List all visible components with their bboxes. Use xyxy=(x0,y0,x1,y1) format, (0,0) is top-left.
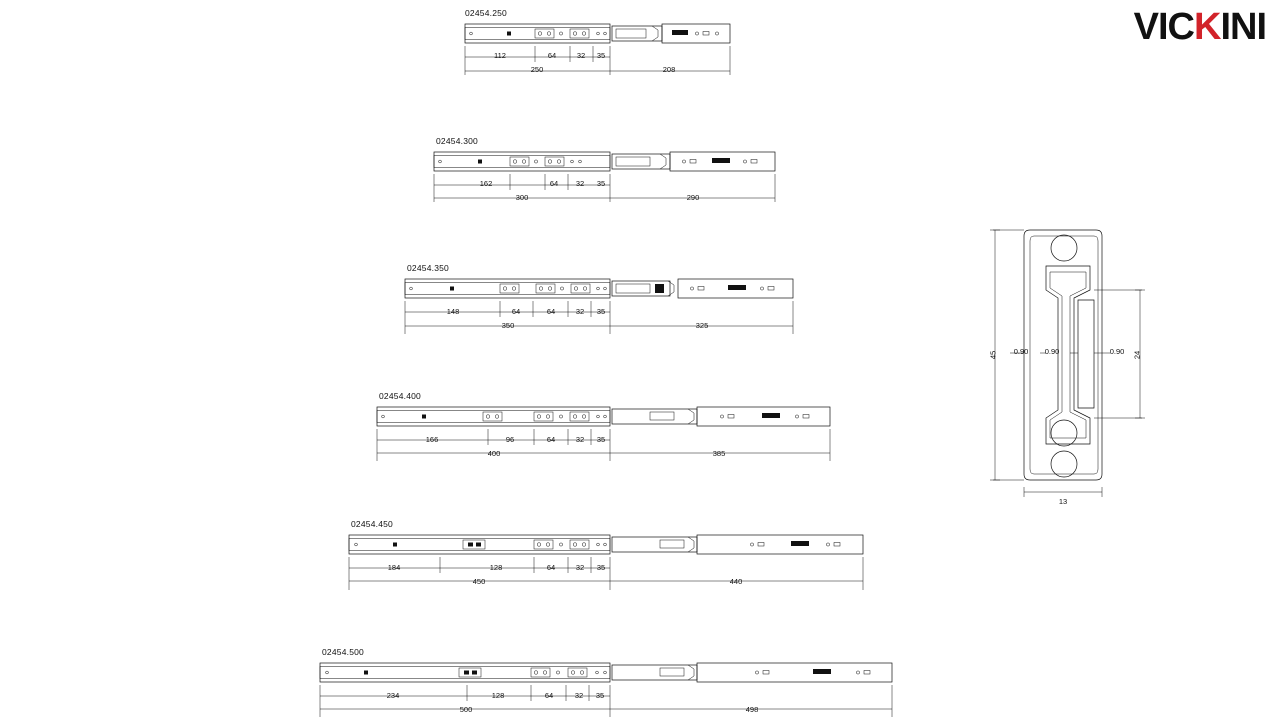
dim-2-a: 162 xyxy=(479,179,493,188)
dim-2-d: 35 xyxy=(596,179,606,188)
total-len-4: 400 xyxy=(487,449,501,458)
part-code-6: 02454.500 xyxy=(322,647,364,657)
thickness-mid: 0.90 xyxy=(1044,347,1060,356)
total-len-2: 300 xyxy=(515,193,529,202)
dim-3-b: 64 xyxy=(511,307,521,316)
total-len-6: 500 xyxy=(459,705,473,714)
dim-5-b: 128 xyxy=(489,563,503,572)
dim-5-c: 64 xyxy=(546,563,556,572)
slide-graphic-02454-400 xyxy=(377,407,830,461)
dim-4-c: 64 xyxy=(546,435,556,444)
dim-6-c: 64 xyxy=(544,691,554,700)
section-width: 13 xyxy=(1058,497,1068,506)
inner-len-4: 385 xyxy=(712,449,726,458)
dim-6-b: 128 xyxy=(491,691,505,700)
dim-5-e: 35 xyxy=(596,563,606,572)
dim-4-a: 166 xyxy=(425,435,439,444)
dim-4-d: 32 xyxy=(575,435,585,444)
section-inner-height: 24 xyxy=(1132,350,1142,360)
dim-4-b: 96 xyxy=(505,435,515,444)
dim-3-d: 32 xyxy=(575,307,585,316)
part-code-3: 02454.350 xyxy=(407,263,449,273)
dim-5-d: 32 xyxy=(575,563,585,572)
dim-4-e: 35 xyxy=(596,435,606,444)
inner-len-5: 440 xyxy=(729,577,743,586)
slide-graphic-02454-300 xyxy=(434,152,775,202)
logo-text-1: VIC xyxy=(1133,6,1194,48)
dim-3-a: 148 xyxy=(446,307,460,316)
dim-6-e: 35 xyxy=(595,691,605,700)
thickness-right: 0.90 xyxy=(1109,347,1125,356)
inner-len-6: 498 xyxy=(745,705,759,714)
dim-6-a: 234 xyxy=(386,691,400,700)
dim-2-c: 32 xyxy=(575,179,585,188)
inner-len-2: 290 xyxy=(686,193,700,202)
total-len-3: 350 xyxy=(501,321,515,330)
part-code-5: 02454.450 xyxy=(351,519,393,529)
logo-text-2: INI xyxy=(1220,6,1266,48)
slide-graphic-02454-500 xyxy=(320,663,892,717)
total-len-5: 450 xyxy=(472,577,486,586)
dim-1-c: 32 xyxy=(576,51,586,60)
slide-graphic-02454-250 xyxy=(465,24,730,75)
total-len-1: 250 xyxy=(530,65,544,74)
part-code-2: 02454.300 xyxy=(436,136,478,146)
inner-len-1: 208 xyxy=(662,65,676,74)
dim-6-d: 32 xyxy=(574,691,584,700)
part-code-1: 02454.250 xyxy=(465,8,507,18)
dim-1-b: 64 xyxy=(547,51,557,60)
inner-len-3: 325 xyxy=(695,321,709,330)
cross-section-graphic xyxy=(990,230,1145,497)
dim-1-d: 35 xyxy=(596,51,606,60)
dim-1-a: 112 xyxy=(494,51,506,60)
slide-graphic-02454-450 xyxy=(349,535,863,590)
part-code-4: 02454.400 xyxy=(379,391,421,401)
logo-text-k: K xyxy=(1193,6,1221,48)
dim-5-a: 184 xyxy=(387,563,401,572)
dim-3-e: 35 xyxy=(596,307,606,316)
dim-3-c: 64 xyxy=(546,307,556,316)
section-height: 45 xyxy=(988,350,998,360)
dim-2-b: 64 xyxy=(549,179,559,188)
thickness-left: 0.90 xyxy=(1013,347,1029,356)
